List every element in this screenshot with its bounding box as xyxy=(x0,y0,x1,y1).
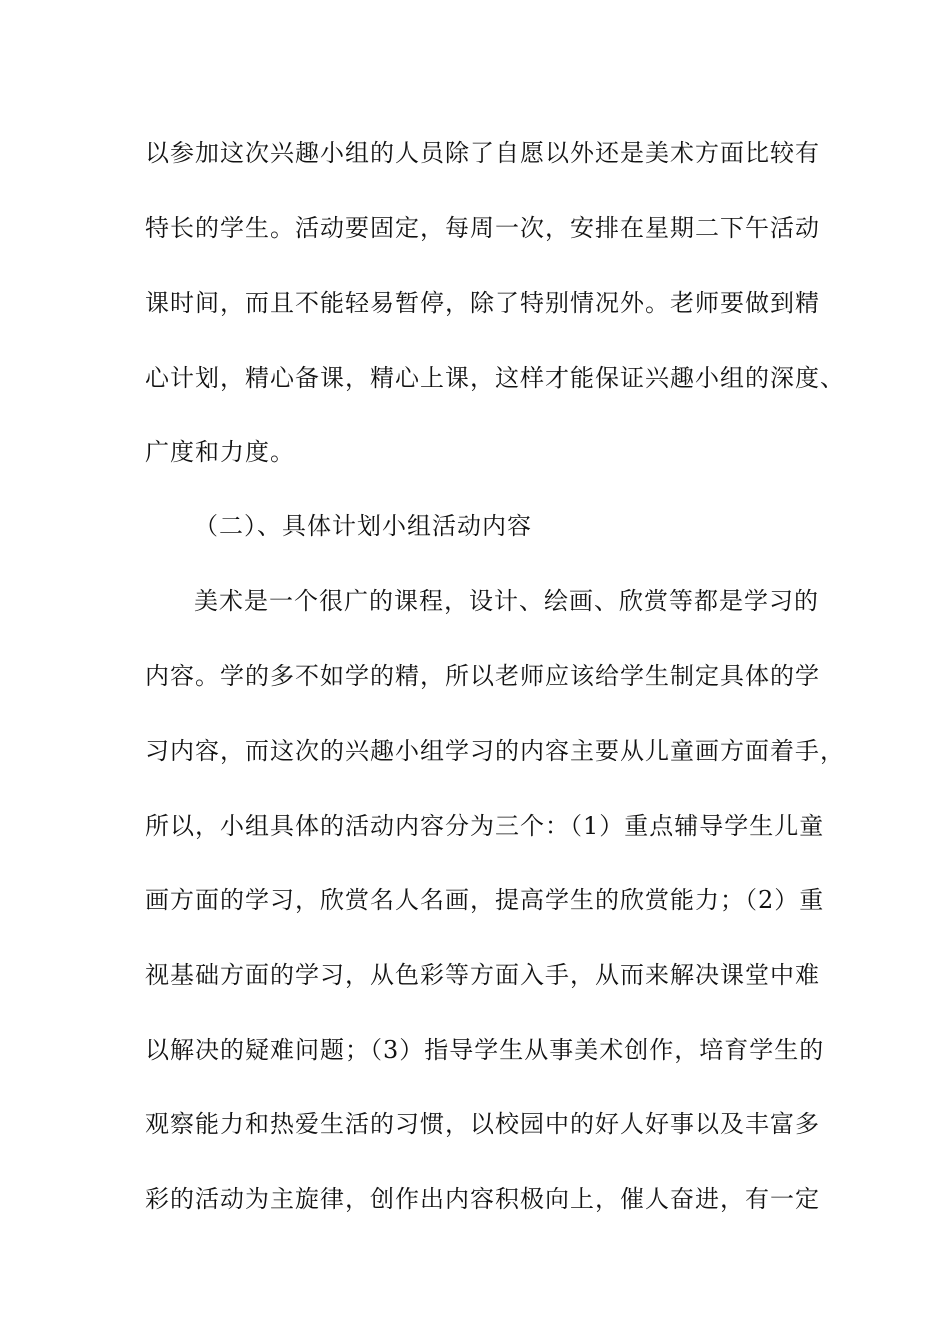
text-line: 以解决的疑难问题；（3）指导学生从事美术创作，培育学生的 xyxy=(145,1036,825,1064)
text-line: 观察能力和热爱生活的习惯，以校园中的好人好事以及丰富多 xyxy=(145,1110,820,1138)
section-heading: （二）、具体计划小组活动内容 xyxy=(194,512,532,540)
text-line: 内容。学的多不如学的精，所以老师应该给学生制定具体的学 xyxy=(145,662,820,690)
text-line: 广度和力度。 xyxy=(145,438,295,466)
text-line: 彩的活动为主旋律，创作出内容积极向上，催人奋进，有一定 xyxy=(145,1185,820,1213)
text-line: 课时间，而且不能轻易暂停，除了特别情况外。老师要做到精 xyxy=(145,289,820,317)
text-line: 所以，小组具体的活动内容分为三个：（1）重点辅导学生儿童 xyxy=(145,812,825,840)
text-line: 特长的学生。活动要固定，每周一次，安排在星期二下午活动 xyxy=(145,214,820,242)
text-line: 心计划，精心备课，精心上课，这样才能保证兴趣小组的深度、 xyxy=(145,364,845,392)
text-line: 以参加这次兴趣小组的人员除了自愿以外还是美术方面比较有 xyxy=(145,139,820,167)
text-line: 习内容，而这次的兴趣小组学习的内容主要从儿童画方面着手， xyxy=(145,737,845,765)
text-line: 画方面的学习，欣赏名人名画，提高学生的欣赏能力；（2）重 xyxy=(145,886,825,914)
text-line: 美术是一个很广的课程，设计、绘画、欣赏等都是学习的 xyxy=(194,587,819,615)
text-line: 视基础方面的学习，从色彩等方面入手，从而来解决课堂中难 xyxy=(145,961,820,989)
